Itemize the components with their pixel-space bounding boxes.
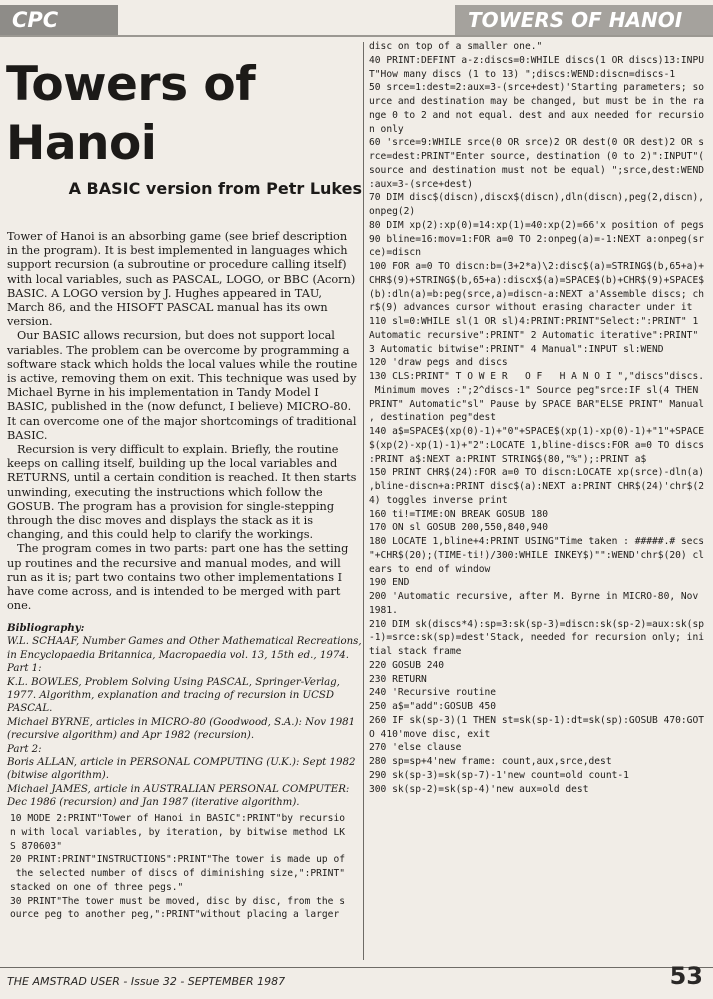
- code-line: 200 'Automatic recursive, after M. Byrne in MICRO-80, Nov: [369, 591, 699, 602]
- bibliography-entry: Michael JAMES, article in AUSTRALIAN PERSONAL COMPUTER: Dec 1986 (recursion) and Jan 1987 (iterative algorithm).: [7, 783, 350, 809]
- code-line: "+CHR$(20);(TIME-ti!)/300:WHILE INKEY$)"":WEND'chr$(20) cl: [369, 549, 705, 561]
- code-line: r$(9) advances cursor without erasing character under it: [369, 302, 693, 314]
- code-line: 80 DIM xp(2):xp(0)=14:xp(1)=40:xp(2)=66'x position of pegs: [369, 219, 705, 231]
- code-line: 260 IF sk(sp-3)(1 THEN st=sk(sp-1):dt=sk(sp):GOSUB 470:GOT: [369, 714, 705, 726]
- code-line: PRINT" Automatic"sl" Pause by SPACE BAR"ELSE PRINT" Manual: [369, 398, 705, 410]
- bibliography-entry: Boris ALLAN, article in PERSONAL COMPUTING (U.K.): Sept 1982 (bitwise algorithm).: [7, 757, 356, 782]
- code-line: onpeg(2): [369, 206, 416, 217]
- code-line: 70 DIM disc$(discn),discx$(discn),dln(discn),peg(2,discn),: [369, 192, 705, 204]
- code-line: 110 sl=0:WHILE sl(1 OR sl)4:PRINT:PRINT"Select:":PRINT" 1: [369, 316, 699, 327]
- code-line: 130 CLS:PRINT" T O W E R O F H A N O I ","discs"discs.: [369, 371, 705, 382]
- code-line: rce=dest:PRINT"Enter source, destination (0 to 2)":INPUT"(: [369, 151, 705, 162]
- code-line: 220 GOSUB 240: [369, 659, 445, 671]
- footer-publication: THE AMSTRAD USER - Issue 32 - SEPTEMBER 1987: [7, 975, 286, 988]
- paragraph: The program comes in two parts: part one has the setting up routines and the recursive and manual modes, and will run as it is; part two contains two other implementations I have come across, and is intended to be merged with part one.: [7, 542, 349, 613]
- bibliography-entry: W.L. SCHAAF, Number Games and Other Mathematical Recreations, in Encyclopaedia Britannica, Macropaedia vol. 13, 15th ed., 1974.: [7, 636, 362, 661]
- bibliography: [7, 622, 363, 810]
- running-title: TOWERS OF HANOI: [455, 5, 713, 35]
- code-line: 290 sk(sp-3)=sk(sp-7)-1'new count=old count-1: [369, 769, 629, 781]
- code-line: 150 PRINT CHR$(24):FOR a=0 TO discn:LOCATE xp(srce)-dln(a): [369, 467, 705, 479]
- code-line: source and destination must not be equal) ";srce,dest:WEND: [369, 164, 705, 176]
- article-title: Towers of Hanoi: [6, 57, 256, 171]
- header-rule: [0, 35, 713, 37]
- code-line: 100 FOR a=0 TO discn:b=(3+2*a)\2:disc$(a)=STRING$(b,65+a)+: [369, 261, 705, 272]
- code-line: $(xp(2)-xp(1)-1)+"2":LOCATE 1,bline-discs:FOR a=0 TO discs: [369, 439, 705, 451]
- code-line: T"How many discs (1 to 13) ";discs:WEND:discn=discs-1: [369, 68, 676, 80]
- code-line: urce and destination may be changed, but must be in the ra: [369, 96, 705, 107]
- code-line: CHR$(9)+STRING$(b,65+a):discx$(a)=SPACE$(b)+CHR$(9)+SPACE$: [369, 274, 705, 286]
- code-line: 210 DIM sk(discs*4):sp=3:sk(sp-3)=discn:sk(sp-2)=aux:sk(sp: [369, 618, 705, 630]
- bibliography-heading: Bibliography:: [7, 622, 85, 634]
- code-line: 270 'else clause: [369, 742, 462, 754]
- code-line: disc on top of a smaller one.": [369, 41, 543, 52]
- code-line: 250 a$="add":GOSUB 450: [369, 701, 497, 712]
- code-line: ears to end of window: [369, 563, 491, 575]
- code-line: O 410'move disc, exit: [369, 728, 491, 740]
- footer-rule: [0, 967, 713, 968]
- code-line: 90 bline=16:mov=1:FOR a=0 TO 2:onpeg(a)=-1:NEXT a:onpeg(sr: [369, 233, 705, 245]
- code-line: , destination peg"dest: [369, 412, 497, 424]
- code-line: 300 sk(sp-2)=sk(sp-4)'new aux=old dest: [369, 783, 589, 795]
- code-line: S 870603": [10, 840, 62, 852]
- code-line: 4) toggles inverse print: [369, 494, 508, 506]
- bibliography-entry: Michael BYRNE, articles in MICRO-80 (Goodwood, S.A.): Nov 1981 (recursive algorithm) and Apr 1982 (recursion).: [7, 716, 356, 742]
- article-subtitle: A BASIC version from Petr Lukes: [68, 179, 362, 198]
- code-listing-right: [369, 40, 707, 796]
- section-tag: CPC: [0, 5, 118, 35]
- code-line: :aux=3-(srce+dest): [369, 178, 473, 190]
- page-header: [0, 0, 713, 38]
- code-line: tial stack frame: [369, 646, 462, 657]
- bibliography-entry: K.L. BOWLES, Problem Solving Using PASCAL, Springer-Verlag, 1977. Algorithm, explanation and tracing of recursion in UCSD PASCAL.: [7, 676, 340, 715]
- code-line: n only: [369, 123, 404, 135]
- code-line: :PRINT a$:NEXT a:PRINT STRING$(80,"%");:PRINT a$: [369, 453, 647, 465]
- code-line: 20 PRINT:PRINT"INSTRUCTIONS":PRINT"The tower is made up of: [10, 854, 346, 866]
- bibliography-entry: Part 1:: [7, 663, 42, 675]
- code-line: 180 LOCATE 1,bline+4:PRINT USING"Time taken : #####.# secs: [369, 536, 705, 547]
- code-line: n with local variables, by iteration, by bitwise method LK: [10, 826, 346, 838]
- code-line: ource peg to another peg,":PRINT"without placing a larger: [10, 909, 340, 921]
- code-line: ,bline-discn+a:PRINT disc$(a):NEXT a:PRINT CHR$(24)'chr$(2: [369, 481, 705, 492]
- code-line: 30 PRINT"The tower must be moved, disc by disc, from the s: [10, 895, 346, 907]
- code-line: 120 'draw pegs and discs: [369, 357, 508, 369]
- code-line: 240 'Recursive routine: [369, 687, 497, 699]
- code-line: 1981.: [369, 604, 398, 616]
- article-body: [7, 230, 359, 613]
- code-line: nge 0 to 2 and not equal. dest and aux needed for recursio: [369, 109, 705, 121]
- code-line: 190 END: [369, 577, 410, 589]
- code-line: Minimum moves :";2^discs-1" Source peg"srce:IF sl(4 THEN: [369, 384, 699, 396]
- code-line: 230 RETURN: [369, 673, 427, 685]
- paragraph: Tower of Hanoi is an absorbing game (see brief description in the program). It is best implemented in languages which support recursion (a subroutine or procedure calling itself) with local variables, such as PASCAL, LOGO, or BBC (Acorn) BASIC. A LOGO version by J. Hughes appeared in TAU, March 86, and the HISOFT PASCAL manual has its own version.: [7, 230, 356, 329]
- code-line: 160 ti!=TIME:ON BREAK GOSUB 180: [369, 508, 549, 520]
- bibliography-entry: Part 2:: [7, 743, 42, 755]
- paragraph: Our BASIC allows recursion, but does not support local variables. The problem can be overcome by programming a software stack which holds the local values while the routine is active, removing them on exit. This technique was used by Michael Byrne in his implementation in Tandy Model I BASIC, published in the (now defunct, I believe) MICRO-80. It can overcome one of the major shortcomings of traditional BASIC.: [7, 329, 358, 442]
- code-line: the selected number of discs of diminishing size,":PRINT": [10, 868, 346, 879]
- code-line: 50 srce=1:dest=2:aux=3-(srce+dest)'Starting parameters; so: [369, 82, 705, 94]
- code-line: 10 MODE 2:PRINT"Tower of Hanoi in BASIC":PRINT"by recursio: [10, 813, 346, 824]
- code-line: 60 'srce=9:WHILE srce(0 OR srce)2 OR dest(0 OR dest)2 OR s: [369, 137, 705, 149]
- code-line: 3 Automatic bitwise":PRINT" 4 Manual":INPUT sl:WEND: [369, 343, 664, 355]
- code-line: 40 PRINT:DEFINT a-z:discs=0:WHILE discs(1 OR discs)13:INPU: [369, 54, 705, 66]
- code-line: stacked on one of three pegs.": [10, 881, 184, 893]
- code-line: 280 sp=sp+4'new frame: count,aux,srce,dest: [369, 756, 612, 767]
- code-line: 140 a$=SPACE$(xp(0)-1)+"0"+SPACE$(xp(1)-xp(0)-1)+"1"+SPACE: [369, 426, 705, 437]
- code-line: Automatic recursive":PRINT" 2 Automatic iterative":PRINT": [369, 329, 699, 341]
- code-listing-left: [10, 812, 362, 922]
- column-divider: [363, 42, 364, 960]
- code-line: 170 ON sl GOSUB 200,550,840,940: [369, 522, 549, 534]
- code-line: (b):dln(a)=b:peg(srce,a)=discn-a:NEXT a'Assemble discs; ch: [369, 288, 705, 300]
- code-line: ce)=discn: [369, 247, 421, 259]
- code-line: -1)=srce:sk(sp)=dest'Stack, needed for recursion only; ini: [369, 632, 705, 644]
- paragraph: Recursion is very difficult to explain. Briefly, the routine keeps on calling itself, building up the local variables and RETURNS, until a certain condition is reached. It then starts unwinding, executing the instructions which follow the GOSUB. The program has a provision for single-stepping through the disc moves and displays the stack as it is changing, and this could help to clarify the workings.: [7, 443, 357, 542]
- page-number: 53: [669, 962, 703, 990]
